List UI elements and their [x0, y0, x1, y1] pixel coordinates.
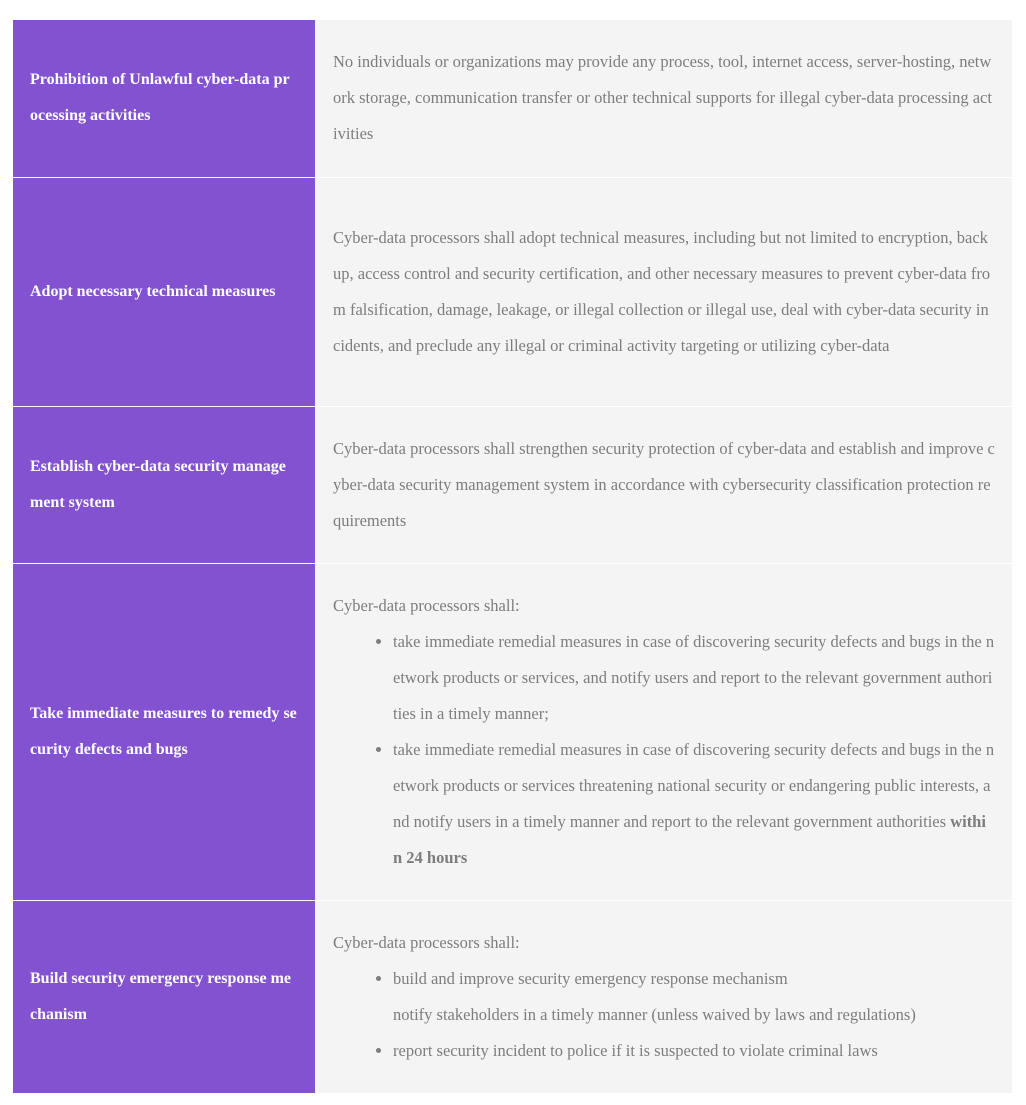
list-item: • take immediate remedial measures in case of discovering security defects and bugs in the network products or services threatening national security or endangering public interests, and notify users in a timely manner and report to the relevant government authorities within 24 hours: [393, 732, 995, 876]
table-row: [13, 177, 1012, 406]
description-text: Cyber-data processors shall strengthen security protection of cyber-data and establish and improve cyber-data security management system in accordance with cybersecurity classification protection requirements: [333, 438, 995, 530]
table-row: [13, 20, 1012, 177]
emphasis-text: within 24 hours: [393, 811, 986, 867]
description-intro: Cyber-data processors shall:: [333, 595, 520, 615]
row-heading: Take immediate measures to remedy security defects and bugs: [13, 563, 315, 900]
table-row: [13, 406, 1012, 563]
obligations-table: [13, 20, 1012, 1094]
bullet-list: [333, 624, 995, 876]
row-heading: Adopt necessary technical measures: [13, 177, 315, 406]
description-intro: Cyber-data processors shall:: [333, 932, 520, 952]
row-heading: Prohibition of Unlawful cyber-data processing activities: [13, 20, 315, 177]
bullet-list: [333, 961, 995, 1069]
row-description: [315, 900, 1012, 1093]
description-text: Cyber-data processors shall adopt technical measures, including but not limited to encryption, backup, access control and security certification, and other necessary measures to prevent cyber-data from falsification, damage, leakage, or illegal collection or illegal use, deal with cyber-data security incidents, and preclude any illegal or criminal activity targeting or utilizing cyber-data: [333, 227, 991, 355]
row-description: [315, 20, 1012, 177]
description-text: No individuals or organizations may provide any process, tool, internet access, server-hosting, network storage, communication transfer or other technical supports for illegal cyber-data processing activities: [333, 52, 992, 144]
list-item: • build and improve security emergency response mechanism notify stakeholders in a timely manner (unless waived by laws and regulations): [393, 961, 995, 1033]
table-row: [13, 900, 1012, 1093]
row-description: [315, 563, 1012, 900]
row-heading: Build security emergency response mechanism: [13, 900, 315, 1093]
list-item: • report security incident to police if it is suspected to violate criminal laws: [393, 1033, 995, 1069]
table-row: [13, 563, 1012, 900]
list-item: • take immediate remedial measures in case of discovering security defects and bugs in the network products or services, and notify users and report to the relevant government authorities in a timely manner;: [393, 624, 995, 732]
row-description: [315, 177, 1012, 406]
row-description: [315, 406, 1012, 563]
row-heading: Establish cyber-data security management system: [13, 406, 315, 563]
